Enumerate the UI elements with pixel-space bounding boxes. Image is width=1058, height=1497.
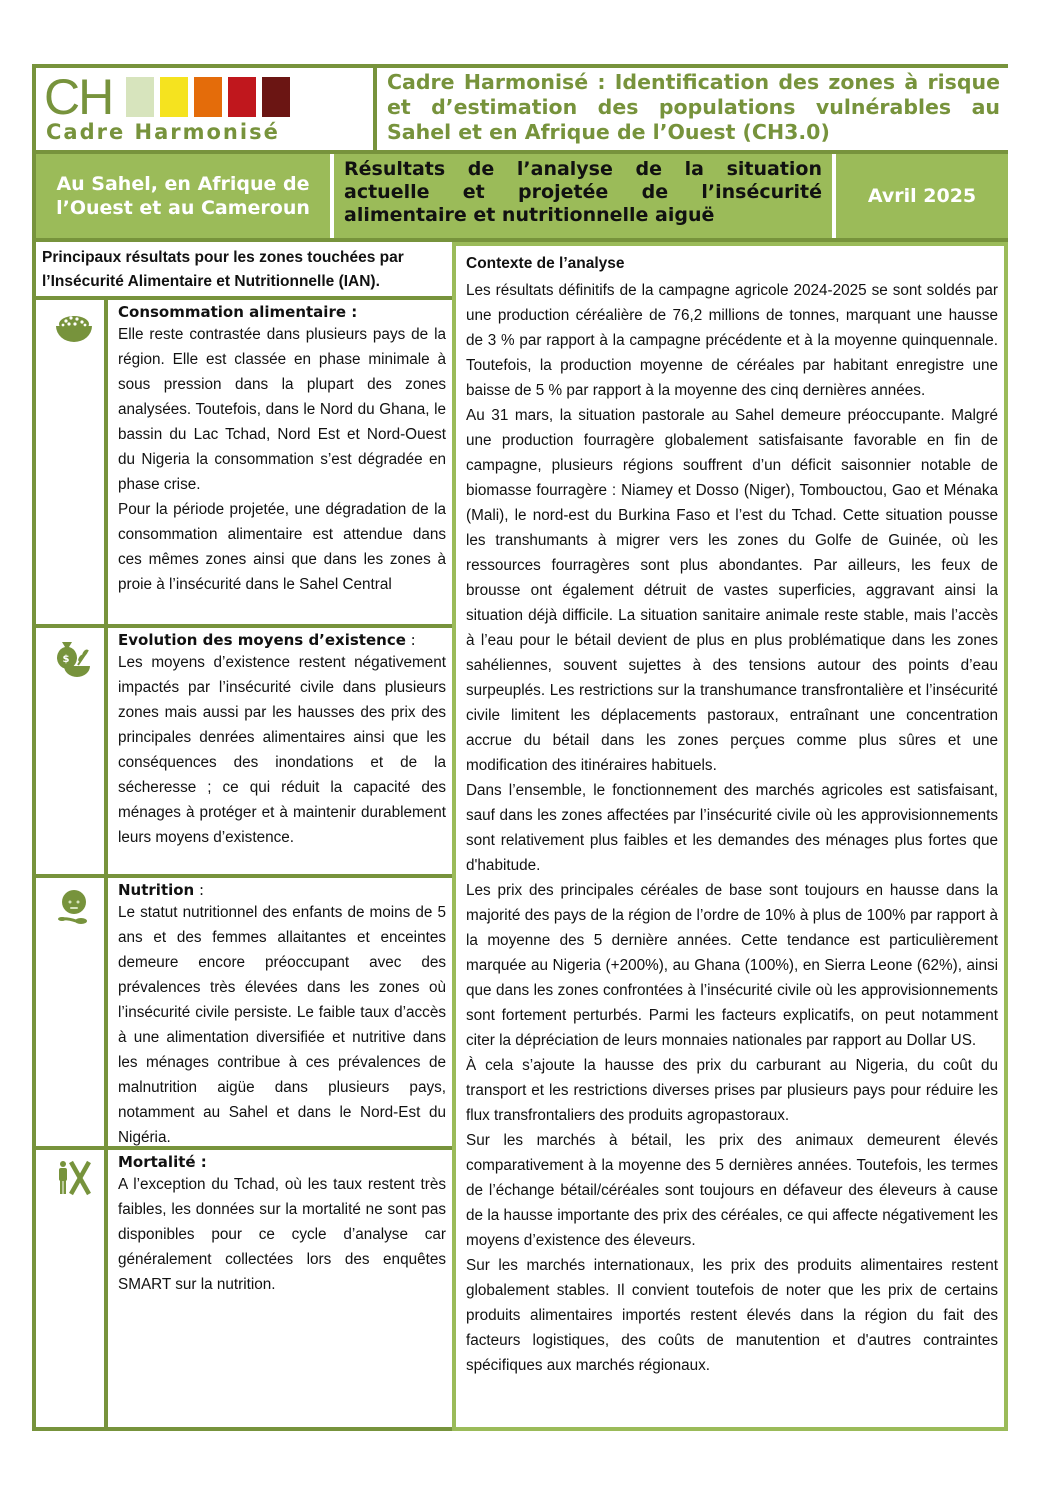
- context-paragraph: Les prix des principales céréales de base sont toujours en hausse dans la majorité des pays de la région de l’ordre de 10% à plus de 100% par rapport à la moyenne des 5 dernière années. Cette tendance est particulièrement marquée au Nigeria (+200%), au Ghana (100%), en Sierra Leone (62%), ainsi que dans les zones confrontées à l’insécurité civile où les approvisionnements sont fortement perturbés. Parmi les facteurs explicatifs, on peut notamment citer la dépréciation de leurs monnaies nationales par rapport au Dollar US.: [466, 882, 998, 1049]
- logo: [36, 68, 373, 150]
- section-paragraph: Les moyens d’existence restent négativement impactés par l’insécurité civile dans plusieurs zones mais aussi par les hausses des prix des principales denrées alimentaires ainsi que les conséquences des inondations et de la sécheresse ; ce qui réduit la capacité des ménages à protéger et à maintenir durablement leurs moyens d’existence.: [118, 654, 446, 846]
- child-spoon-nutrition-icon: [54, 888, 94, 930]
- phase-swatch-2: [160, 77, 188, 117]
- section-paragraph: Le statut nutritionnel des enfants de moins de 5 ans et des femmes allaitantes et enceintes demeure encore préoccupant avec des prévalences très élevées dans les zones où l’insécurité civile persiste. Le faible taux d’accès à une alimentation diversifiée et nutritive dans les ménages contribue à ces prévalences de malnutrition aigüe dans plusieurs pays, notamment au Sahel et dans le Nord-Est du Nigéria.: [118, 904, 446, 1146]
- document-title: Cadre Harmonisé : Identification des zones à risque et d’estimation des populations vulnérables au Sahel et en Afrique de l’Ouest (CH3.0): [387, 70, 1000, 144]
- key-results-heading: Principaux résultats pour les zones touchées par l’Insécurité Alimentaire et Nutritionnelle (IAN).: [36, 242, 452, 300]
- section-paragraph: Pour la période projetée, une dégradation de la consommation alimentaire est attendue dans ces mêmes zones ainsi que dans les zones à proie à l’insécurité dans le Sahel Central: [118, 501, 446, 593]
- phase-swatch-4: [228, 77, 256, 117]
- subject-cell: [330, 154, 832, 238]
- section-title: Evolution des moyens d’existence: [118, 631, 406, 649]
- key-results-column: [36, 242, 452, 1431]
- person-mortality-icon: [54, 1160, 94, 1200]
- report-date: Avril 2025: [867, 185, 977, 207]
- document-page: [32, 64, 1008, 1431]
- logo-subtitle: Cadre Harmonisé: [46, 120, 280, 144]
- section-nutrition: Nutrition : Le statut nutritionnel des enfants de moins de 5 ans et des femmes allaitantes et enceintes demeure encore préoccupant avec des prévalences très élevées dans les zones où l’insécurité civile persiste. Le faible taux d’accès à une alimentation diversifiée et nutritive dans les ménages contribue à ces prévalences de malnutrition aigüe dans plusieurs pays, notamment au Sahel et dans le Nord-Est du Nigéria.: [36, 878, 452, 1150]
- context-paragraph: Dans l’ensemble, le fonctionnement des marchés agricoles est satisfaisant, sauf dans les zones affectées par l’insécurité civile où les approvisionnements sont relativement plus faibles et les demandes des ménages plus fortes que d'habitude.: [466, 782, 998, 874]
- phase-swatch-3: [194, 77, 222, 117]
- context-column: [452, 242, 1008, 1431]
- document-title-box: [373, 68, 1008, 150]
- context-paragraph: Sur les marchés internationaux, les prix des produits alimentaires restent globalement stables. Il convient toutefois de noter que les prix de certains produits alimentaires importés restent élevés dans la région du fait des facteurs logistiques, des coûts de manutention et d'autres contraintes spécifiques aux marchés régionaux.: [466, 1257, 998, 1374]
- date-cell: [832, 154, 1008, 238]
- header-band: [36, 150, 1008, 242]
- section-livelihoods: $ Evolution des moyens d’existence : Les moyens d’existence restent négativement impactés par l’insécurité civile dans plusieurs zones mais aussi par les hausses des prix des principales denrées alimentaires ainsi que les conséquences des inondations et de la sécheresse ; ce qui réduit la capacité des ménages à protéger et à maintenir durablement leurs moyens d’existence.: [36, 628, 452, 878]
- section-title: Mortalité :: [118, 1153, 207, 1171]
- section-paragraph: Elle reste contrastée dans plusieurs pays de la région. Elle est classée en phase minimale à sous pression dans la plupart des zones analysées. Toutefois, dans le Nord du Ghana, le bassin du Lac Tchad, Nord Est et Nord-Ouest du Nigeria la consommation s’est dégradée en phase crise.: [118, 326, 446, 493]
- logo-mark: CH: [44, 69, 113, 125]
- subject-label: Résultats de l’analyse de la situation actuelle et projetée de l’insécurité alimentaire et nutritionnelle aiguë: [344, 158, 822, 226]
- money-bag-livelihood-icon: [54, 638, 94, 680]
- region-cell: [36, 154, 330, 238]
- section-food-consumption: [36, 300, 452, 628]
- food-bowl-icon: [54, 310, 94, 346]
- phase-swatch-1: [126, 77, 154, 117]
- section-mortality: [36, 1150, 452, 1431]
- context-title: Contexte de l’analyse: [466, 255, 625, 272]
- context-paragraph: Sur les marchés à bétail, les prix des animaux demeurent élevés comparativement à la moyenne des 5 dernières années. Toutefois, les termes de l’échange bétail/céréales sont toujours en défaveur des éleveurs à cause de la hausse importante des prix des céréales, ce qui affecte négativement les moyens d’existence des éleveurs.: [466, 1132, 998, 1249]
- context-paragraph: Au 31 mars, la situation pastorale au Sahel demeure préoccupante. Malgré une production fourragère globalement satisfaisante favorable en fin de campagne, plusieurs régions souffrent d’un déficit saisonnier notable de biomasse fourragère : Niamey et Dosso (Niger), Tombouctou, Gao et Ménaka (Mali), le nord-est du Burkina Faso et l’est du Tchad. Cette situation pousse les transhumants à migrer vers les zones du Golfe de Guinée, où les ressources fourragères sont plus abondantes. Par ailleurs, les feux de brousse ont également détruit de vastes superficies, aggravant ainsi la situation déjà difficile. La situation sanitaire animale reste stable, mais l’accès à l’eau pour le bétail devient de plus en plus problématique dans les zones sahéliennes, souvent sujettes à des tensions autour des points d’eau surpeuplés. Les restrictions sur la transhumance transfrontalière et l’insécurité civile limitent les déplacements pastoraux, entraînant une concentration accrue du bétail dans les zones perçues comme plus sûres et une modification des itinéraires habituels.: [466, 407, 998, 774]
- section-title: Consommation alimentaire :: [118, 303, 358, 321]
- context-paragraph: À cela s’ajoute la hausse des prix du carburant au Nigeria, du coût du transport et les restrictions diverses prises par plusieurs pays pour réduire les flux transfrontaliers des produits agropastoraux.: [466, 1057, 998, 1124]
- phase-swatch-5: [262, 77, 290, 117]
- context-paragraph: Les résultats définitifs de la campagne agricole 2024-2025 se sont soldés par une production céréalière de 76,2 millions de tonnes, marquant une hausse de 3 % par rapport à la campagne précédente et à la moyenne quinquennale. Toutefois, la production moyenne de céréales par habitant enregistre une baisse de 5 % par rapport à la moyenne des cinq dernières années.: [466, 282, 998, 399]
- svg-text:$: $: [62, 654, 70, 665]
- section-paragraph: A l’exception du Tchad, où les taux restent très faibles, les données sur la mortalité ne sont pas disponibles pour ce cycle d’analyse car généralement collectées lors des enquêtes SMART sur la nutrition.: [118, 1176, 446, 1293]
- section-title: Nutrition: [118, 881, 195, 899]
- region-label: Au Sahel, en Afrique de l’Ouest et au Cameroun: [56, 173, 310, 219]
